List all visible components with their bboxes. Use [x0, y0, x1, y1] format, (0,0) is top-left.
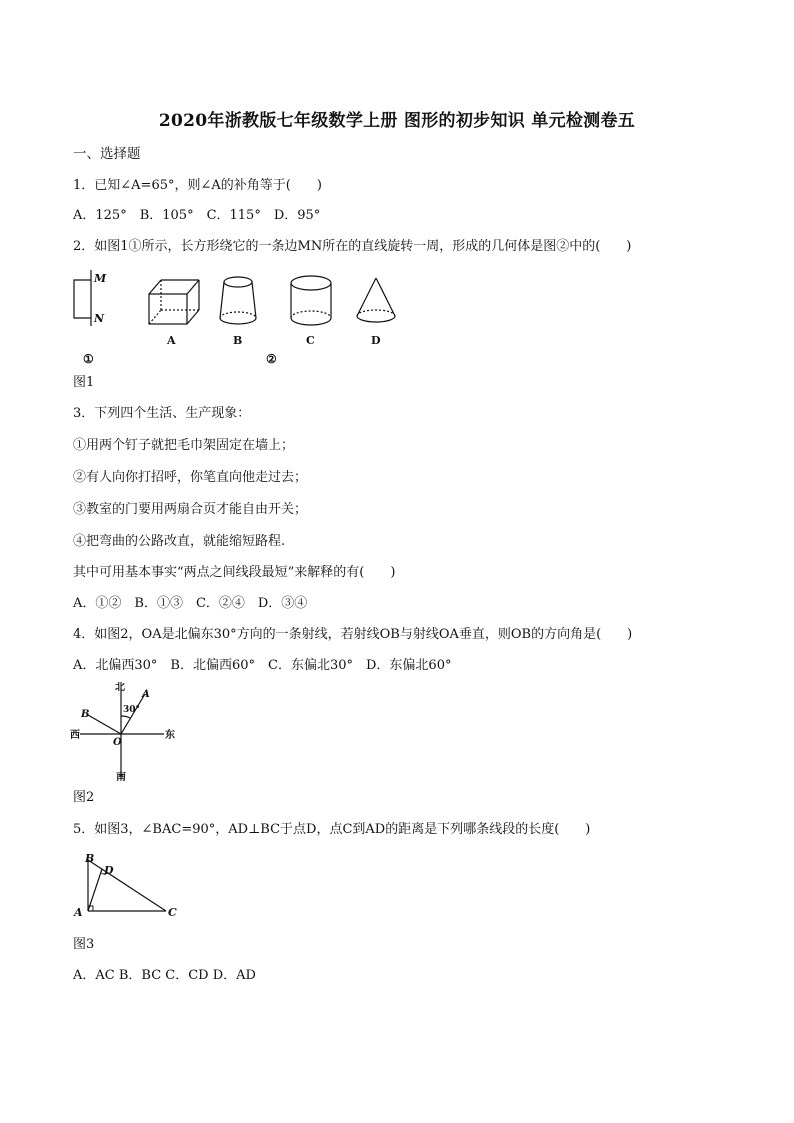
- q3-stem: 3．下列四个生活、生产现象：: [73, 406, 251, 421]
- q5-stem: 5．如图3，∠BAC=90°，AD⊥BC于点D，点C到AD的距离是下列哪条线段的长度( ): [73, 822, 591, 837]
- label-n: N: [94, 312, 105, 325]
- label-b: B: [81, 709, 90, 720]
- figure-1-caption: 图1: [73, 375, 95, 390]
- q5-options: A．AC B．BC C．CD D．AD: [73, 968, 256, 983]
- figure-3-drawing: [70, 850, 185, 922]
- q3-item-3: ③教室的门要用两扇合页才能自由开关；: [73, 502, 308, 517]
- label-two: ②: [266, 352, 277, 366]
- label-b: B: [233, 334, 243, 347]
- label-d: D: [371, 334, 381, 347]
- label-b: B: [85, 852, 95, 865]
- figure-3-caption: 图3: [73, 937, 95, 952]
- label-east: 东: [165, 730, 175, 741]
- label-d: D: [104, 864, 114, 877]
- figure-2-caption: 图2: [73, 790, 95, 805]
- q4-stem: 4．如图2，OA是北偏东30°方向的一条射线，若射线OB与射线OA垂直，则OB的方向角是( ): [73, 627, 633, 642]
- label-one: ①: [83, 352, 94, 366]
- label-c: C: [168, 906, 177, 919]
- figure-2: [68, 682, 188, 782]
- q1-options: A．125° B．105° C．115° D．95°: [73, 208, 321, 223]
- q3-item-1: ①用两个钉子就把毛巾架固定在墙上；: [73, 438, 295, 453]
- label-c: C: [306, 334, 315, 347]
- section-heading: 一、选择题: [73, 146, 141, 162]
- q4-options: A．北偏西30° B．北偏西60° C．东偏北30° D．东偏北60°: [73, 658, 452, 673]
- q1-stem: 1．已知∠A=65°，则∠A的补角等于( ): [73, 178, 322, 193]
- q3-options: A．①② B．①③ C．②④ D．③④: [73, 596, 308, 611]
- label-west: 西: [70, 730, 80, 741]
- q2-stem: 2．如图1①所示，长方形绕它的一条边MN所在的直线旋转一周，形成的几何体是图②中的( ): [73, 239, 632, 254]
- q3-question: 其中可用基本事实“两点之间线段最短”来解释的有( ): [73, 565, 396, 580]
- label-a: A: [142, 689, 150, 700]
- figure-1: [66, 268, 426, 368]
- label-m: M: [94, 272, 107, 285]
- label-a: A: [167, 334, 176, 347]
- label-north: 北: [115, 682, 125, 693]
- figure-1-drawing: [66, 268, 426, 368]
- q3-item-2: ②有人向你打招呼，你笔直向他走过去；: [73, 470, 308, 485]
- q3-item-4: ④把弯曲的公路改直，就能缩短路程.: [73, 534, 286, 549]
- figure-2-drawing: [68, 682, 188, 782]
- figure-3: [70, 850, 185, 922]
- label-o: O: [113, 737, 122, 748]
- label-angle: 30°: [123, 705, 141, 715]
- page-title: 2020年浙教版七年级数学上册 图形的初步知识 单元检测卷五: [158, 111, 636, 131]
- label-south: 南: [116, 772, 126, 782]
- label-a: A: [74, 906, 83, 919]
